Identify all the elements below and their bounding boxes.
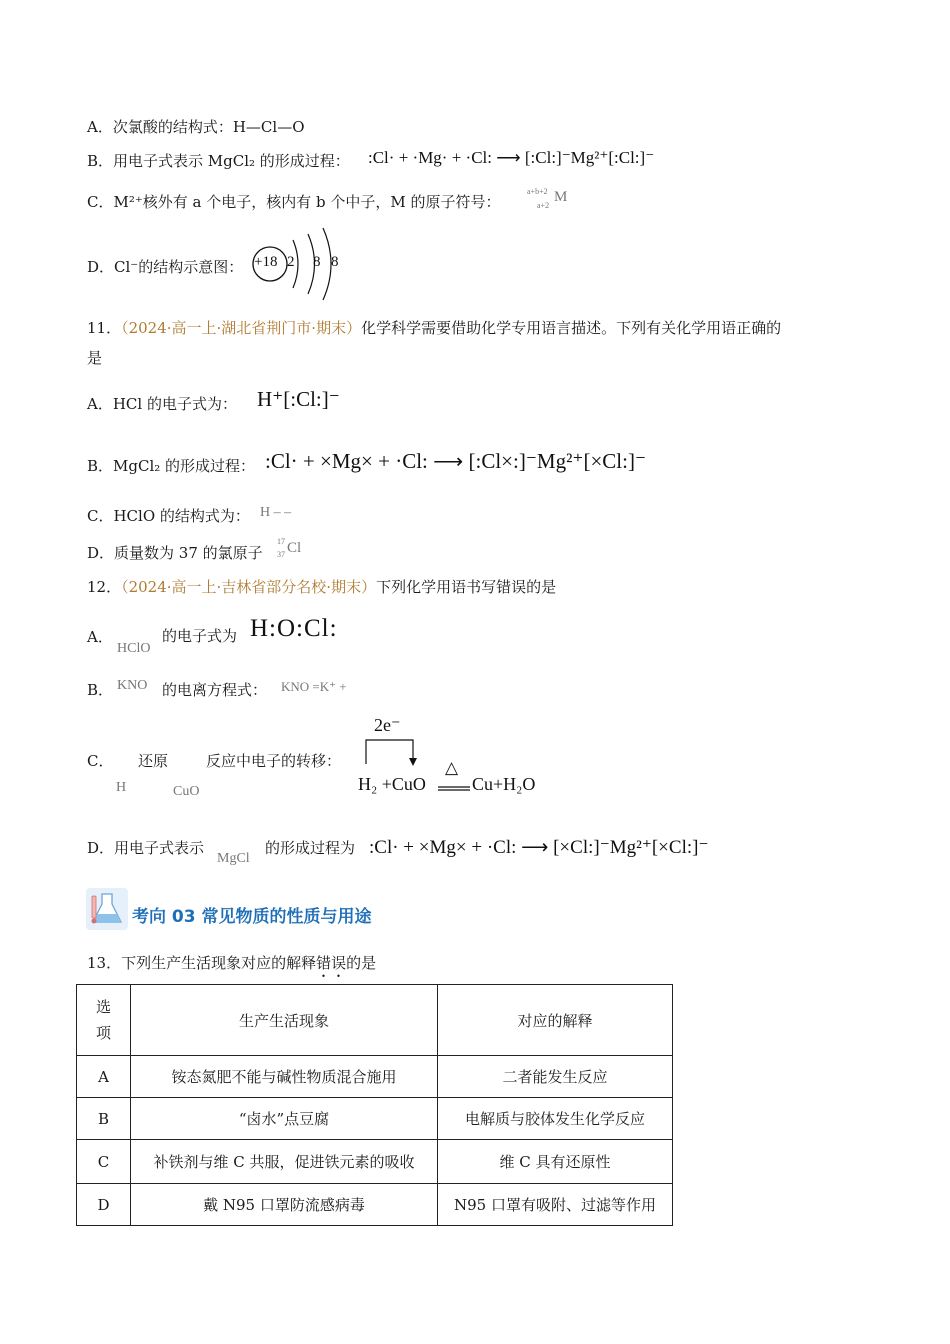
q10-option-c-mass: a+b+2 [527, 187, 548, 196]
row-option: B [77, 1098, 131, 1140]
section-title: 考向 03 常见物质的性质与用途 [132, 907, 372, 927]
q12-stem [87, 577, 556, 597]
table-row [77, 1056, 673, 1098]
q11-option-a-formula: H⁺[:Cl:]⁻ [257, 387, 340, 411]
q10-shell-1: 2 [287, 254, 295, 270]
q11-option-b: B．MgCl₂ 的形成过程： [87, 457, 256, 475]
row-phenomenon: 补铁剂与维 C 共服，促进铁元素的吸收 [131, 1140, 438, 1184]
row-phenomenon: 戴 N95 口罩防流感病毒 [131, 1184, 438, 1226]
q10-option-b: B．用电子式表示 MgCl₂ 的形成过程： [87, 152, 350, 170]
q12-heat-condition: △ [445, 758, 459, 777]
row-phenomenon: 铵态氮肥不能与碱性物质混合施用 [131, 1056, 438, 1098]
q13-stem [87, 953, 376, 981]
q10-option-c: C．M²⁺核外有 a 个电子，核内有 b 个中子，M 的原子符号： [87, 193, 501, 211]
q11-option-d-top: 17 [277, 537, 285, 546]
table-header-phenomenon: 生产生活现象 [131, 985, 438, 1056]
q11-option-d: D．质量数为 37 的氯原子 [87, 544, 263, 562]
q12-equation-left: H₂ +CuO [358, 774, 426, 794]
q12-option-d-formula: :Cl· + ×Mg× + ·Cl: ⟶ [×Cl:]⁻Mg²⁺[×Cl:]⁻ [369, 837, 709, 858]
q12-option-b: 的电离方程式： [162, 681, 268, 699]
q12-number: 12． [87, 578, 122, 596]
q12-option-d: D．用电子式表示 [87, 839, 205, 857]
row-explanation: 维 C 具有还原性 [438, 1140, 673, 1184]
table-header-explanation: 对应的解释 [438, 985, 673, 1056]
q12-electron-transfer-diagram [356, 712, 556, 802]
table-row [77, 1140, 673, 1184]
q12-option-a: 的电子式为 [162, 627, 238, 645]
q13-number: 13． [87, 954, 122, 972]
q12-option-c-word1: 还原 [138, 752, 169, 770]
q13-table [76, 984, 673, 1226]
row-option: A [77, 1056, 131, 1098]
row-option: D [77, 1184, 131, 1226]
row-option: C [77, 1140, 131, 1184]
q10-shell-2: 8 [313, 254, 321, 270]
header-option-line1: 选 [95, 998, 111, 1016]
q11-option-a: A．HCl 的电子式为： [87, 395, 237, 413]
q11-stem-line1 [87, 318, 781, 338]
row-explanation: N95 口罩有吸附、过滤等作用 [438, 1184, 673, 1226]
q13-stem-before: 下列生产生活现象对应的解释 [121, 954, 317, 972]
row-explanation: 二者能发生反应 [438, 1056, 673, 1098]
q12-equation-right: Cu+H₂O [472, 774, 536, 794]
q10-option-c-atomic: a+2 [537, 201, 550, 210]
q11-source: （2024·高一上·湖北省荆门市·期末） [121, 319, 362, 337]
row-explanation: 电解质与胶体发生化学反应 [438, 1098, 673, 1140]
q10-option-b-formula: :Cl· + ·Mg· + ·Cl: ⟶ [:Cl:]⁻Mg²⁺[:Cl:]⁻ [368, 148, 655, 167]
header-option-line2: 项 [95, 1024, 111, 1042]
q11-stem: 化学科学需要借助化学专用语言描述。下列有关化学用语正确的 [361, 319, 782, 337]
q11-option-d-element: Cl [287, 540, 302, 556]
q11-option-c: C．HClO 的结构式为： [87, 507, 250, 525]
q12-option-b-prefix: B． [87, 681, 114, 699]
q12-stem-text: 下列化学用语书写错误的是 [376, 578, 557, 596]
q12-option-c-sub2: CuO [173, 784, 200, 799]
q12-option-c-prefix: C． [87, 752, 114, 770]
q11-option-c-formula: H – – [260, 505, 292, 520]
q12-option-c-sub1: H [116, 780, 127, 795]
q10-nucleus-charge: +18 [254, 254, 278, 270]
q11-option-b-formula: :Cl· + ×Mg× + ·Cl: ⟶ [:Cl×:]⁻Mg²⁺[×Cl:]⁻ [265, 449, 647, 473]
q12-option-a-prefix: A． [87, 628, 113, 646]
q12-option-a-subject: HClO [117, 641, 151, 656]
section-icon [86, 888, 128, 930]
table-row [77, 1098, 673, 1140]
table-header-row [77, 985, 673, 1056]
q12-option-d-label2: 的形成过程为 [265, 839, 356, 857]
q10-shell-3: 8 [331, 254, 339, 270]
q10-option-d: D．Cl⁻的结构示意图： [87, 258, 244, 276]
q10-atom-diagram [250, 226, 350, 302]
table-header-option [77, 985, 131, 1056]
q10-option-c-element: M [554, 189, 568, 205]
q11-option-d-bottom: 37 [277, 550, 285, 559]
q12-source: （2024·高一上·吉林省部分名校·期末） [121, 578, 377, 596]
q10-option-a: A．次氯酸的结构式：H—Cl—O [87, 118, 305, 136]
q12-option-b-subject: KNO [117, 678, 148, 693]
q13-stem-after: 的是 [346, 954, 377, 972]
row-phenomenon: “卤水”点豆腐 [131, 1098, 438, 1140]
q12-electrons-label: 2e⁻ [374, 715, 401, 735]
q11-number: 11． [87, 319, 122, 337]
flask-icon [86, 888, 128, 930]
q12-option-a-formula: H:O:Cl: [250, 615, 338, 642]
table-row [77, 1184, 673, 1226]
q11-stem-line2: 是 [87, 349, 103, 367]
q12-option-b-formula: KNO =K⁺ + [281, 679, 347, 694]
q12-option-d-subject: MgCl [217, 851, 250, 866]
q13-stem-emphasis: 错误 [316, 954, 347, 972]
q12-option-c-word2: 反应中电子的转移： [206, 752, 342, 770]
